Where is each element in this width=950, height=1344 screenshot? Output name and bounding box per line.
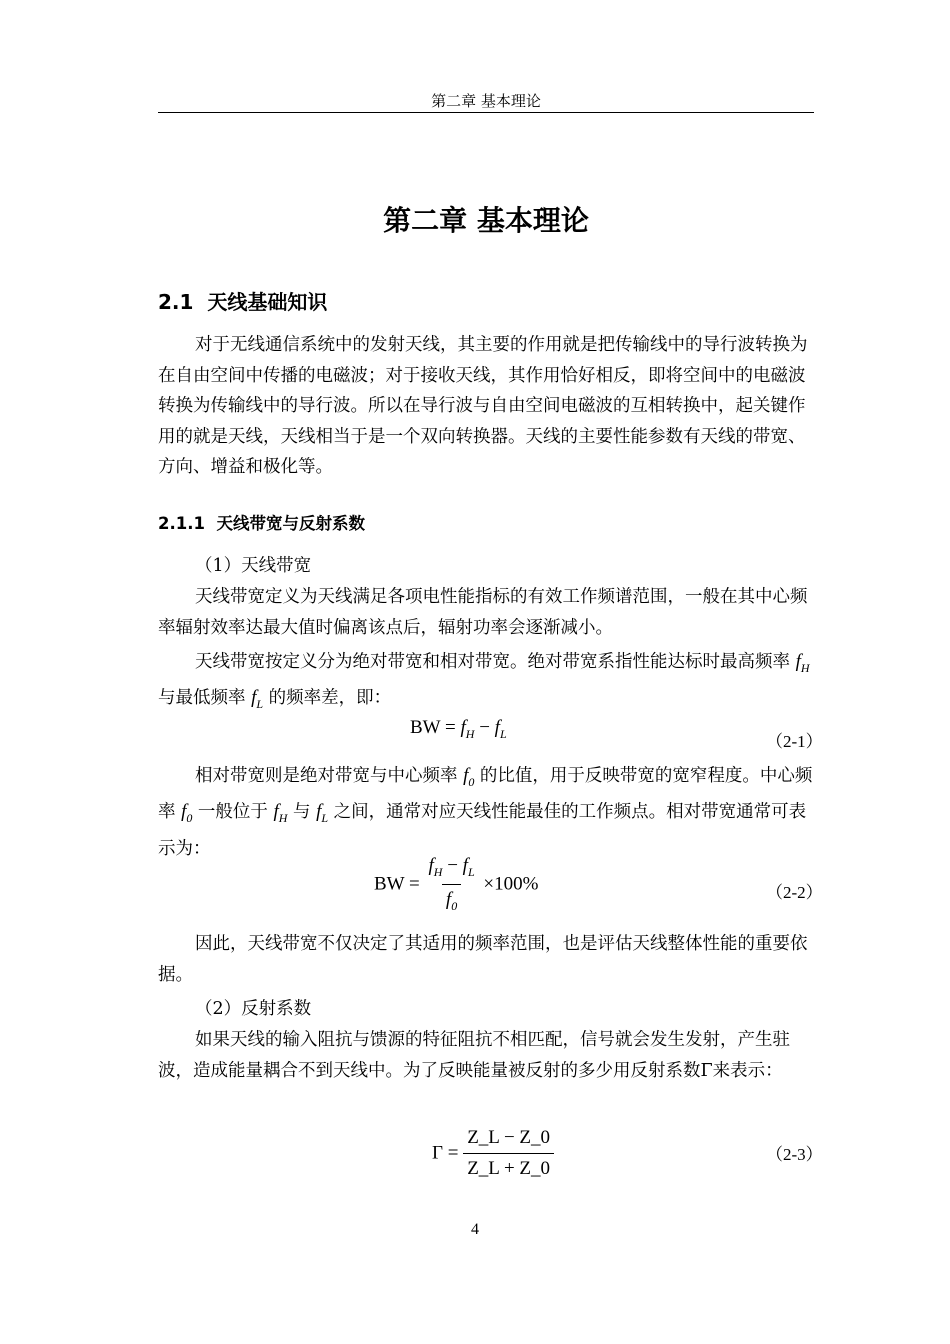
- symbol-f0: $f_0$: [463, 765, 475, 789]
- fraction: $\frac{Z\_L - Z\_0}{Z\_L + Z\_0}$: [463, 1127, 554, 1180]
- conclusion-paragraph: 因此，天线带宽不仅决定了其适用的频率范围，也是评估天线整体性能的重要依据。: [158, 934, 808, 985]
- fraction: $\frac{f_H - f_L}{f_0}$: [428, 855, 475, 913]
- section-heading: [158, 288, 327, 316]
- equation-2-1: BW = $f_H - f_L$: [410, 717, 507, 741]
- intro-paragraph: 对于无线通信系统中的发射天线，其主要的作用就是把传输线中的导行波转换为在自由空间中传播的电磁波；对于接收天线，其作用恰好相反，即将空间中的电磁波转换为传输线中的导行波。所以在导行波与自由空间电磁波的互相转换中，起关键作用的就是天线，天线相当于是一个双向转换器。天线的主要性能参数有天线的带宽、方向、增益和极化等。: [158, 335, 808, 477]
- item-bandwidth-label: （1）天线带宽: [195, 556, 312, 576]
- subsection-heading: [158, 512, 365, 536]
- chapter-title: 第二章 基本理论: [383, 204, 589, 237]
- bandwidth-definition-paragraph: 天线带宽定义为天线满足各项电性能指标的有效工作频谱范围，一般在其中心频率辐射效率达最大值时偏离该点后，辐射功率会逐渐减小。: [158, 587, 808, 638]
- page-number: 4: [471, 1221, 479, 1238]
- running-header: 第二章 基本理论: [431, 92, 541, 110]
- subsection-title: 天线带宽与反射系数: [216, 514, 365, 533]
- reflection-paragraph: 如果天线的输入阻抗与馈源的特征阻抗不相匹配，信号就会发生发射，产生驻波，造成能量耦合不到天线中。为了反映能量被反射的多少用反射系数Γ来表示：: [158, 1030, 790, 1081]
- subsection-number: 2.1.1: [158, 514, 205, 533]
- equation-number-2-3: （2-3）: [766, 1145, 823, 1164]
- header-rule: [158, 112, 814, 113]
- section-title: 天线基础知识: [207, 290, 328, 314]
- item-reflection-label: （2）反射系数: [195, 999, 312, 1019]
- section-number: 2.1: [158, 290, 194, 314]
- symbol-fH: $f_H$: [795, 651, 810, 675]
- relative-bandwidth-paragraph: 相对带宽则是绝对带宽与中心频率 $f_0$ 的比值，用于反映带宽的宽窄程度。中心频率 $f_0$ 一般位于 $f_H$ 与 $f_L$ 之间，通常对应天线性能最佳的工作频点。相对带宽通常可表示为：: [158, 765, 813, 859]
- equation-2-2: BW = $\frac{f_H - f_L}{f_0}$ ×100%: [374, 855, 539, 913]
- symbol-fL: $f_L$: [251, 687, 264, 712]
- absolute-bandwidth-paragraph: 天线带宽按定义分为绝对带宽和相对带宽。绝对带宽系指性能达标时最高频率 $f_H$ 与最低频率 $f_L$ 的频率差，即：: [158, 651, 810, 712]
- equation-2-3: Γ = $\frac{Z\_L - Z\_0}{Z\_L + Z\_0}$: [432, 1127, 554, 1180]
- equation-number-2-2: （2-2）: [766, 883, 823, 902]
- equation-number-2-1: （2-1）: [766, 732, 823, 751]
